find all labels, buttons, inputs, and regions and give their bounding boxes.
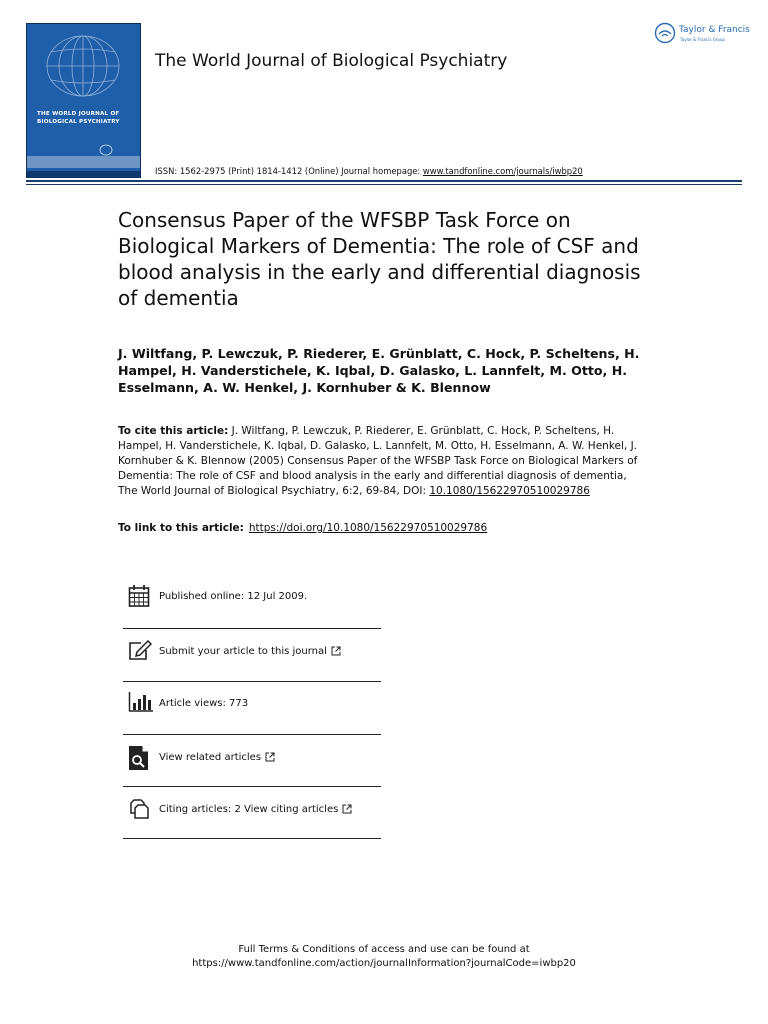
published-online-item bbox=[124, 577, 380, 617]
article-views-item bbox=[124, 684, 380, 724]
citing-articles-label: Citing articles: 2 View citing articles bbox=[159, 804, 339, 815]
citation-block bbox=[118, 424, 648, 499]
footer-terms bbox=[0, 943, 768, 971]
journal-name: The World Journal of Biological Psychiatry bbox=[155, 51, 508, 71]
journal-homepage-link[interactable]: www.tandfonline.com/journals/iwbp20 bbox=[422, 166, 583, 176]
publisher-subtitle: Taylor & Francis Group bbox=[680, 37, 725, 42]
calendar-icon bbox=[128, 584, 150, 608]
submit-article-label: Submit your article to this journal bbox=[159, 646, 327, 657]
article-title: Consensus Paper of the WFSBP Task Force on Biological Markers of Dementia: The role of CSF and blood analysis in the early and differential diagnosis of dementia bbox=[118, 208, 641, 310]
header-divider bbox=[26, 180, 742, 182]
citation-label: To cite this article: bbox=[118, 425, 229, 437]
article-link-label: To link to this article: bbox=[118, 522, 244, 534]
cover-strip bbox=[27, 171, 140, 177]
submit-article-item[interactable] bbox=[124, 632, 380, 672]
article-views-label: Article views: 773 bbox=[159, 698, 249, 709]
cover-title: THE WORLD JOURNAL OF BIOLOGICAL PSYCHIATRY bbox=[37, 111, 120, 125]
article-authors: J. Wiltfang, P. Lewczuk, P. Riederer, E. Grünblatt, C. Hock, P. Scheltens, H. Hampel, H. Vanderstichele, K. Iqbal, D. Galasko, L. Lannfelt, M. Otto, H. Esselmann, A. W. Henkel, J. Kornhuber & K. Blennow bbox=[118, 346, 640, 395]
edit-icon bbox=[128, 639, 152, 661]
menu-divider bbox=[123, 628, 381, 629]
menu-divider bbox=[123, 734, 381, 735]
external-link-icon bbox=[331, 646, 341, 656]
issn-text: ISSN: 1562-2975 (Print) 1814-1412 (Online) Journal homepage: bbox=[155, 166, 423, 176]
menu-divider bbox=[123, 681, 381, 682]
footer-terms-link[interactable]: https://www.tandfonline.com/action/journalInformation?journalCode=iwbp20 bbox=[192, 958, 576, 969]
citation-doi-link[interactable]: 10.1080/15622970510029786 bbox=[429, 485, 590, 497]
published-online-label: Published online: 12 Jul 2009. bbox=[159, 591, 308, 602]
cover-band bbox=[27, 156, 140, 168]
external-link-icon bbox=[342, 804, 352, 814]
globe-icon bbox=[33, 28, 133, 104]
citation-text: J. Wiltfang, P. Lewczuk, P. Riederer, E. Grünblatt, C. Hock, P. Scheltens, H. Hampel, H. Vanderstichele, K. Iqbal, D. Galasko, L. Lannfelt, M. Otto, H. Esselmann, A. W. Henkel, J. Kornhuber & K. Blennow (2005) Consensus Paper of the WFSBP Task Force on Biological Markers of Dementia: The role of CSF and blood analysis in the early and differential diagnosis of dementia, The World Journal of Biological Psychiatry, 6:2, 69-84, DOI: bbox=[118, 425, 638, 497]
footer-terms-text: Full Terms & Conditions of access and use can be found at bbox=[238, 944, 530, 955]
bar-chart-icon bbox=[128, 691, 154, 713]
citing-articles-item[interactable] bbox=[124, 790, 380, 830]
article-doi-link[interactable]: https://doi.org/10.1080/15622970510029786 bbox=[248, 522, 488, 534]
related-articles-item[interactable] bbox=[124, 738, 380, 778]
menu-divider bbox=[123, 786, 381, 787]
header-divider-thin bbox=[26, 184, 742, 185]
copy-icon bbox=[128, 797, 152, 821]
seal-icon bbox=[99, 144, 113, 156]
publisher-name[interactable]: Taylor & Francis bbox=[679, 25, 750, 35]
issn-line bbox=[155, 166, 583, 176]
article-link-line bbox=[118, 522, 487, 534]
search-document-icon bbox=[128, 745, 150, 771]
external-link-icon bbox=[265, 752, 275, 762]
publisher-logo-icon[interactable] bbox=[654, 22, 676, 44]
journal-cover bbox=[26, 23, 141, 178]
menu-divider bbox=[123, 838, 381, 839]
related-articles-label: View related articles bbox=[159, 752, 262, 763]
